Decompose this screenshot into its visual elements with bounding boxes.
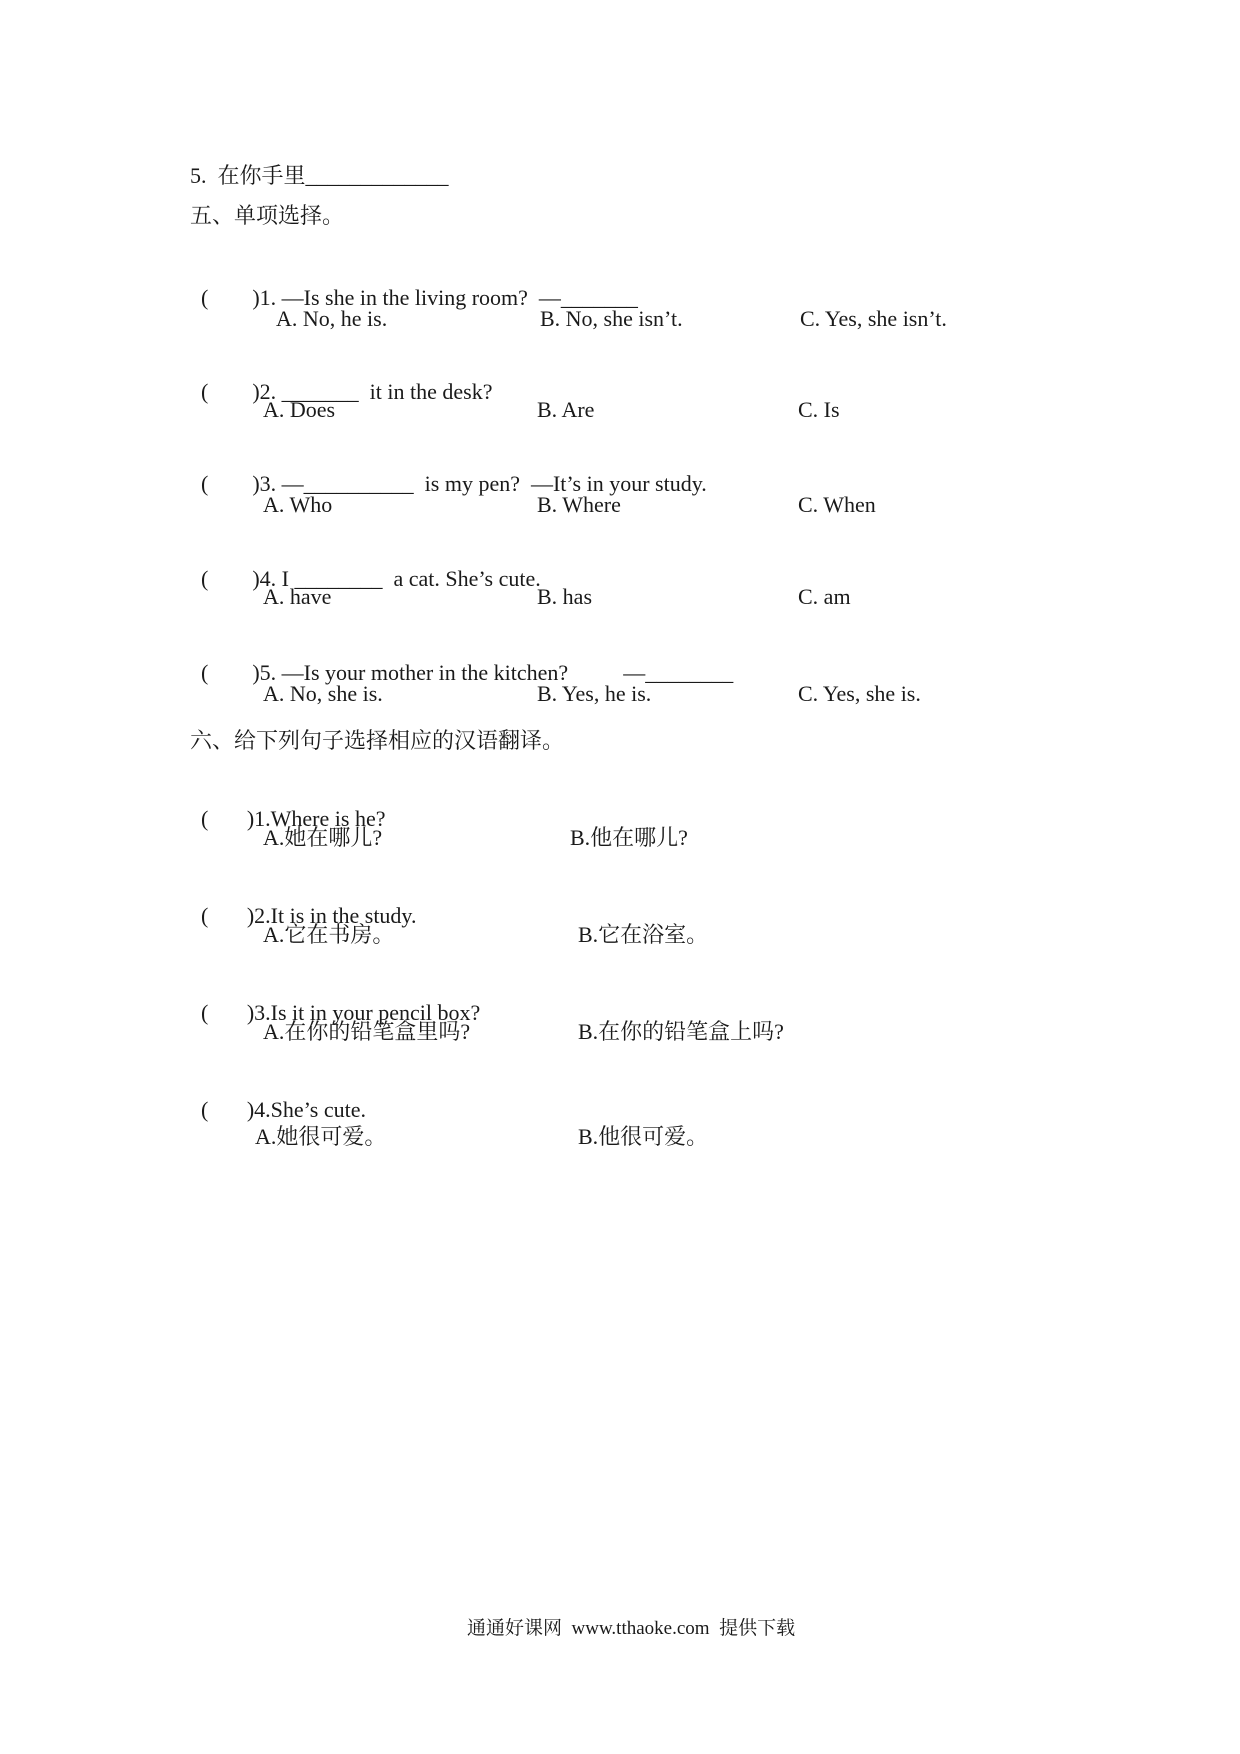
question-stem: _______ it in the desk? xyxy=(281,379,493,404)
option-b[interactable]: B. has xyxy=(537,584,592,609)
answer-slot[interactable]: ( )1. xyxy=(201,806,271,831)
option-a[interactable]: A. No, he is. xyxy=(276,306,388,331)
option-b[interactable]: B.他很可爱。 xyxy=(578,1124,709,1149)
option-b[interactable]: B.他在哪儿? xyxy=(570,825,688,850)
question-1 xyxy=(190,256,638,312)
answer-slot[interactable]: ( )2. xyxy=(201,903,271,928)
question-2 xyxy=(190,350,492,406)
option-b[interactable]: B.在你的铅笔盒上吗? xyxy=(578,1019,784,1044)
translation-question-4 xyxy=(190,1068,366,1124)
answer-slot[interactable]: ( )2. xyxy=(201,379,277,404)
answer-slot[interactable]: ( )4. xyxy=(201,566,277,591)
option-a[interactable]: A. Does xyxy=(263,397,336,422)
fill-item-5: 5. 在你手里_____________ xyxy=(190,163,449,188)
footer-source: 通通好课网 www.tthaoke.com 提供下载 xyxy=(467,1618,796,1639)
option-a[interactable]: A.在你的铅笔盒里吗? xyxy=(263,1019,471,1044)
answer-slot[interactable]: ( )1. xyxy=(201,285,277,310)
option-b[interactable]: B. No, she isn’t. xyxy=(540,306,683,331)
question-stem: She’s cute. xyxy=(270,1097,366,1122)
option-b[interactable]: B. Yes, he is. xyxy=(537,681,652,706)
answer-slot[interactable]: ( )5. xyxy=(201,660,277,685)
option-a[interactable]: A. Who xyxy=(263,492,333,517)
option-a[interactable]: A. have xyxy=(263,584,332,609)
option-c[interactable]: C. Yes, she isn’t. xyxy=(800,306,947,331)
option-c[interactable]: C. When xyxy=(798,492,876,517)
option-c[interactable]: C. am xyxy=(798,584,851,609)
option-b[interactable]: B. Are xyxy=(537,397,595,422)
question-stem: —Is your mother in the kitchen? —________ xyxy=(281,660,734,685)
question-stem: —__________ is my pen? —It’s in your study. xyxy=(281,471,707,496)
option-c[interactable]: C. Is xyxy=(798,397,840,422)
question-5 xyxy=(190,631,733,687)
section-5-heading: 五、单项选择。 xyxy=(190,203,345,228)
option-a[interactable]: A.它在书房。 xyxy=(263,922,395,947)
option-b[interactable]: B.它在浴室。 xyxy=(578,922,709,947)
answer-slot[interactable]: ( )3. xyxy=(201,471,277,496)
option-a[interactable]: A.她在哪儿? xyxy=(263,825,383,850)
question-stem: Is it in your pencil box? xyxy=(270,1000,481,1025)
question-4 xyxy=(190,537,541,593)
question-stem: Where is he? xyxy=(270,806,386,831)
option-c[interactable]: C. Yes, she is. xyxy=(798,681,921,706)
question-stem: It is in the study. xyxy=(270,903,417,928)
option-a[interactable]: A.她很可爱。 xyxy=(255,1124,387,1149)
question-stem: —Is she in the living room? —_______ xyxy=(281,285,638,310)
question-stem: I ________ a cat. She’s cute. xyxy=(281,566,541,591)
answer-slot[interactable]: ( )3. xyxy=(201,1000,271,1025)
question-3 xyxy=(190,442,707,498)
option-a[interactable]: A. No, she is. xyxy=(263,681,383,706)
answer-slot[interactable]: ( )4. xyxy=(201,1097,271,1122)
option-b[interactable]: B. Where xyxy=(537,492,621,517)
section-6-heading: 六、给下列句子选择相应的汉语翻译。 xyxy=(190,728,565,753)
